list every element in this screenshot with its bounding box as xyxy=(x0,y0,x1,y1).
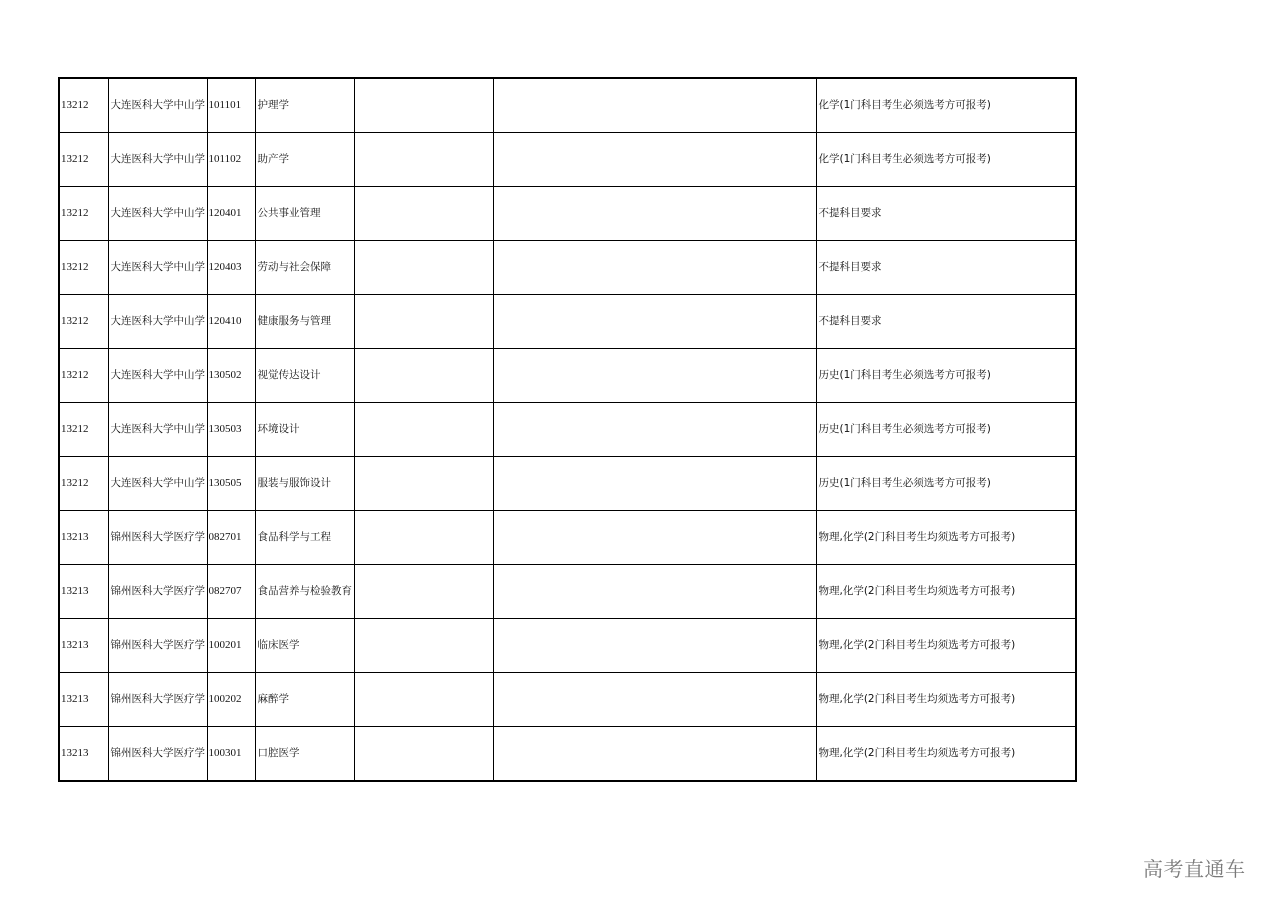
school-code-cell: 13212 xyxy=(59,457,108,511)
empty-cell xyxy=(354,619,493,673)
school-name-cell: 大连医科大学中山学 xyxy=(108,241,207,295)
school-name-cell: 大连医科大学中山学 xyxy=(108,78,207,133)
school-code-cell: 13212 xyxy=(59,187,108,241)
school-name-cell: 大连医科大学中山学 xyxy=(108,349,207,403)
major-name-cell: 食品营养与检验教育 xyxy=(255,565,354,619)
major-name-cell: 食品科学与工程 xyxy=(255,511,354,565)
school-name-cell: 锦州医科大学医疗学 xyxy=(108,511,207,565)
subject-requirement-cell: 历史(1门科目考生必须选考方可报考) xyxy=(816,349,1076,403)
empty-cell xyxy=(493,133,816,187)
empty-cell xyxy=(354,511,493,565)
empty-cell xyxy=(493,78,816,133)
school-name-cell: 锦州医科大学医疗学 xyxy=(108,673,207,727)
school-code-cell: 13213 xyxy=(59,565,108,619)
major-name-cell: 服装与服饰设计 xyxy=(255,457,354,511)
subject-requirement-cell: 物理,化学(2门科目考生均须选考方可报考) xyxy=(816,619,1076,673)
table-row xyxy=(59,673,1076,727)
table-row xyxy=(59,511,1076,565)
table-row xyxy=(59,565,1076,619)
empty-cell xyxy=(493,241,816,295)
empty-cell xyxy=(354,565,493,619)
empty-cell xyxy=(493,619,816,673)
table-row xyxy=(59,187,1076,241)
empty-cell xyxy=(493,457,816,511)
subject-requirement-cell: 不提科目要求 xyxy=(816,241,1076,295)
school-code-cell: 13212 xyxy=(59,78,108,133)
school-code-cell: 13212 xyxy=(59,295,108,349)
major-code-cell: 100301 xyxy=(207,727,255,782)
school-name-cell: 锦州医科大学医疗学 xyxy=(108,619,207,673)
empty-cell xyxy=(354,727,493,782)
empty-cell xyxy=(493,349,816,403)
watermark-text: 高考直通车 xyxy=(1143,857,1246,881)
empty-cell xyxy=(493,673,816,727)
major-code-cell: 120410 xyxy=(207,295,255,349)
school-code-cell: 13213 xyxy=(59,727,108,782)
major-name-cell: 护理学 xyxy=(255,78,354,133)
school-name-cell: 大连医科大学中山学 xyxy=(108,457,207,511)
table-row xyxy=(59,727,1076,782)
major-name-cell: 临床医学 xyxy=(255,619,354,673)
major-code-cell: 082701 xyxy=(207,511,255,565)
school-code-cell: 13212 xyxy=(59,133,108,187)
empty-cell xyxy=(354,673,493,727)
school-name-cell: 大连医科大学中山学 xyxy=(108,187,207,241)
empty-cell xyxy=(493,511,816,565)
school-code-cell: 13212 xyxy=(59,349,108,403)
empty-cell xyxy=(493,727,816,782)
major-code-cell: 082707 xyxy=(207,565,255,619)
major-name-cell: 麻醉学 xyxy=(255,673,354,727)
table-row xyxy=(59,457,1076,511)
major-code-cell: 101102 xyxy=(207,133,255,187)
school-name-cell: 大连医科大学中山学 xyxy=(108,403,207,457)
subject-requirement-cell: 化学(1门科目考生必须选考方可报考) xyxy=(816,78,1076,133)
empty-cell xyxy=(354,349,493,403)
school-name-cell: 锦州医科大学医疗学 xyxy=(108,727,207,782)
major-name-cell: 环境设计 xyxy=(255,403,354,457)
empty-cell xyxy=(493,187,816,241)
major-code-cell: 130505 xyxy=(207,457,255,511)
school-code-cell: 13213 xyxy=(59,619,108,673)
empty-cell xyxy=(493,565,816,619)
empty-cell xyxy=(354,78,493,133)
table-row xyxy=(59,403,1076,457)
major-code-cell: 100202 xyxy=(207,673,255,727)
table-row xyxy=(59,295,1076,349)
subject-requirement-cell: 历史(1门科目考生必须选考方可报考) xyxy=(816,457,1076,511)
empty-cell xyxy=(354,241,493,295)
subject-requirement-cell: 不提科目要求 xyxy=(816,295,1076,349)
empty-cell xyxy=(354,295,493,349)
major-name-cell: 劳动与社会保障 xyxy=(255,241,354,295)
table-row xyxy=(59,349,1076,403)
table-body xyxy=(59,78,1076,781)
empty-cell xyxy=(354,457,493,511)
table-row xyxy=(59,133,1076,187)
table-row xyxy=(59,78,1076,133)
school-code-cell: 13213 xyxy=(59,673,108,727)
subject-requirement-cell: 不提科目要求 xyxy=(816,187,1076,241)
school-name-cell: 大连医科大学中山学 xyxy=(108,295,207,349)
table-row xyxy=(59,241,1076,295)
major-code-cell: 120403 xyxy=(207,241,255,295)
empty-cell xyxy=(354,403,493,457)
admission-requirements-table xyxy=(58,77,1077,782)
school-code-cell: 13212 xyxy=(59,241,108,295)
major-code-cell: 100201 xyxy=(207,619,255,673)
major-code-cell: 120401 xyxy=(207,187,255,241)
major-name-cell: 助产学 xyxy=(255,133,354,187)
school-code-cell: 13213 xyxy=(59,511,108,565)
subject-requirement-cell: 物理,化学(2门科目考生均须选考方可报考) xyxy=(816,673,1076,727)
empty-cell xyxy=(354,133,493,187)
major-name-cell: 公共事业管理 xyxy=(255,187,354,241)
major-name-cell: 口腔医学 xyxy=(255,727,354,782)
empty-cell xyxy=(493,295,816,349)
major-code-cell: 101101 xyxy=(207,78,255,133)
subject-requirement-cell: 物理,化学(2门科目考生均须选考方可报考) xyxy=(816,565,1076,619)
subject-requirement-cell: 化学(1门科目考生必须选考方可报考) xyxy=(816,133,1076,187)
subject-requirement-cell: 物理,化学(2门科目考生均须选考方可报考) xyxy=(816,511,1076,565)
major-code-cell: 130503 xyxy=(207,403,255,457)
major-name-cell: 视觉传达设计 xyxy=(255,349,354,403)
school-name-cell: 大连医科大学中山学 xyxy=(108,133,207,187)
school-name-cell: 锦州医科大学医疗学 xyxy=(108,565,207,619)
empty-cell xyxy=(354,187,493,241)
major-code-cell: 130502 xyxy=(207,349,255,403)
empty-cell xyxy=(493,403,816,457)
subject-requirement-cell: 物理,化学(2门科目考生均须选考方可报考) xyxy=(816,727,1076,782)
subject-requirement-cell: 历史(1门科目考生必须选考方可报考) xyxy=(816,403,1076,457)
table-row xyxy=(59,619,1076,673)
major-name-cell: 健康服务与管理 xyxy=(255,295,354,349)
school-code-cell: 13212 xyxy=(59,403,108,457)
